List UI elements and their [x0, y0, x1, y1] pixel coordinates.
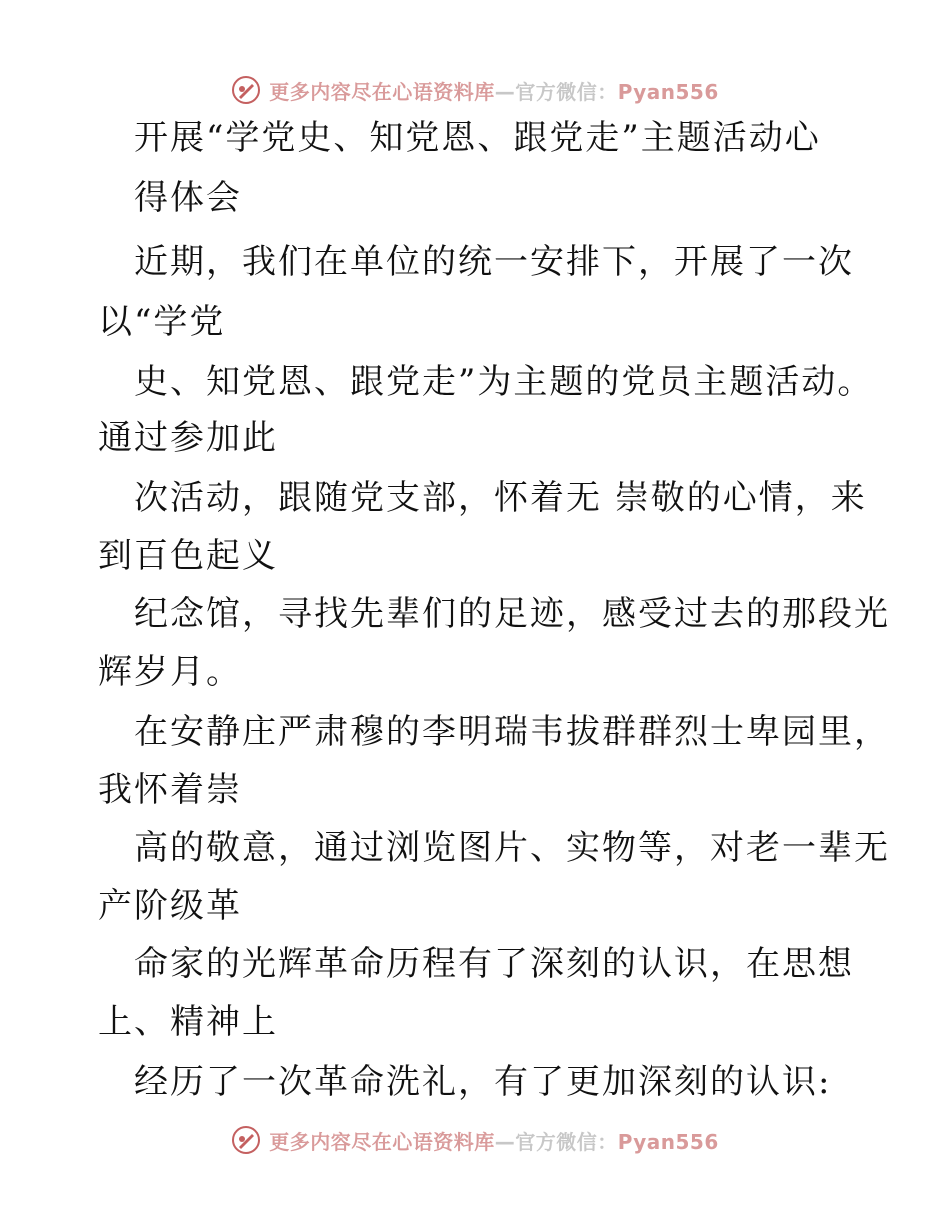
text-line: 产阶级革 — [98, 886, 242, 926]
quill-logo-icon — [231, 1125, 261, 1155]
quill-logo-icon — [231, 75, 261, 105]
watermark-separator: — — [494, 1129, 516, 1154]
text-line: 以“学党 — [98, 302, 226, 342]
text-line: 在安静庄严肃穆的李明瑞韦拔群群烈士卑园里， — [134, 712, 890, 752]
watermark-account: Pyan556 — [617, 1129, 719, 1154]
text-line: 纪念馆，寻找先辈们的足迹，感受过去的那段光 — [134, 594, 890, 634]
text-line: 通过参加此 — [98, 418, 278, 458]
text-line: 经历了一次革命洗礼，有了更加深刻的认识: — [134, 1062, 832, 1102]
text-line: 到百色起义 — [98, 536, 278, 576]
watermark-account: Pyan556 — [617, 79, 719, 104]
text-line: 我怀着崇 — [98, 770, 242, 810]
text-line: 辉岁月。 — [98, 652, 242, 692]
footer-watermark — [0, 1120, 950, 1160]
watermark-separator: — — [494, 79, 516, 104]
watermark-site: 更多内容尽在心语资料库 — [269, 79, 495, 104]
header-watermark — [0, 70, 950, 110]
text-line: 上、精神上 — [98, 1002, 278, 1042]
text-line: 开展“学党史、知党恩、跟党走”主题活动心 — [134, 118, 821, 158]
text-line: 史、知党恩、跟党走”为主题的党员主题活动。 — [134, 362, 874, 402]
text-line: 命家的光辉革命历程有了深刻的认识，在思想 — [134, 944, 854, 984]
watermark-label: 官方微信： — [515, 1129, 618, 1154]
text-line: 高的敬意，通过浏览图片、实物等，对老一辈无 — [134, 828, 890, 868]
text-line: 近期，我们在单位的统一安排下，开展了一次 — [134, 242, 854, 282]
text-line: 得体会 — [134, 178, 242, 218]
watermark-label: 官方微信： — [515, 79, 618, 104]
watermark-text — [269, 76, 719, 105]
watermark-site: 更多内容尽在心语资料库 — [269, 1129, 495, 1154]
text-line: 次活动，跟随党支部，怀着无 崇敬的心情，来 — [134, 478, 867, 518]
watermark-text — [269, 1126, 719, 1155]
